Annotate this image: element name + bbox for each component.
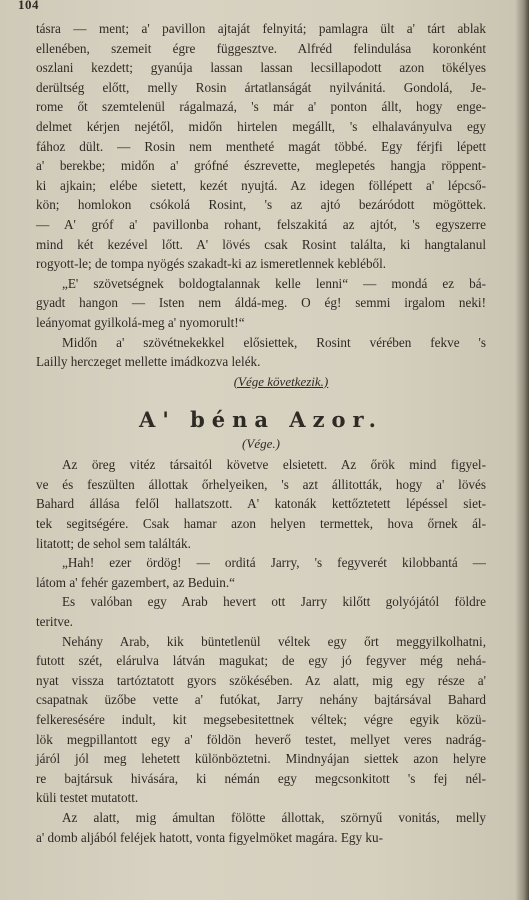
text-line: teritve. — [36, 614, 73, 630]
text-line: ve és feszülten állottak őrhelyeiken, 's azt állitották, hogy a' lövés — [36, 476, 486, 492]
chapter-title: A' béna Azor. — [139, 407, 383, 433]
text-line: Es valóban egy Arab hevert ott Jarry kilőtt golyójától földre — [62, 594, 486, 610]
text-line: felkeresésére indult, kit megsebesitettnek véltek; végre egyik közü- — [36, 712, 486, 727]
text-line: mind két kezével lőtt. A' lövés csak Rosint találta, ki hangtalanul — [36, 236, 486, 252]
new-story-section — [36, 455, 486, 847]
text-line: litatott; de sehol sem találták. — [36, 535, 191, 551]
chapter-subtitle: (Vége.) — [242, 436, 280, 452]
text-line: nyat vissza tartóztatott gyors szökésében. Az alatt, mig egy része a' — [36, 672, 486, 688]
page-text — [36, 19, 486, 847]
text-line: Az öreg vitéz társaitól követve elsietett. Az őrök mind figyel- — [62, 457, 486, 473]
text-line: ellenében, szemeit égre függesztve. Alfréd felindulása koronként — [36, 40, 486, 56]
text-line: gyadt hangon — Isten nem áldá-meg. O ég! semmi irgalom neki! — [36, 295, 486, 311]
end-note: (Vége következik.) — [233, 373, 329, 389]
text-line: re bajtársuk hivására, ki némán egy megcsonkitott 's fej nél- — [36, 770, 486, 786]
text-line: Midőn a' szövétnekekkel elősiettek, Rosint vérében fekve 's — [62, 334, 486, 350]
text-line: látom a' fehér gazembert, az Beduin.“ — [36, 574, 235, 590]
text-line: Lailly herczeget mellette imádkozva lelék. — [36, 354, 261, 370]
text-line: a' berekbe; midőn a' grófné észrevette, meglepetés hangja röppent- — [36, 158, 486, 174]
story-ending-section — [36, 19, 486, 372]
text-line: kön; homlokon csókolá Rosint, 's az ajtó bezáródott mögöttek. — [36, 197, 486, 213]
page-gutter-shadow — [515, 0, 529, 900]
text-line: delmet kérjen nejétől, midőn hirtelen megállt, 's elhalaványulva egy — [36, 118, 486, 134]
page-number: 104 — [18, 0, 39, 12]
text-line: Nehány Arab, kik büntetlenül véltek egy őrt meggyilkolhatni, — [62, 633, 486, 649]
text-line: csapatnak üzőbe vette a' futókat, Jarry nehány bajtársával Bahard — [36, 692, 486, 708]
text-line: tásra — ment; a' pavillon ajtaját felnyitá; pamlagra ült a' tárt ablak — [36, 21, 486, 36]
text-line: küli testet mutatott. — [36, 790, 139, 806]
text-line: fához dült. — Rosin nem mentheté magát többé. Egy férjfi lépett — [36, 138, 486, 154]
text-line: lök megpillantott egy a' földön heverő testet, mellyet veres nadrág- — [36, 731, 486, 747]
text-line: oszlani kezdett; gyanúja lassan lassan lecsillapodott azon tökélyes — [36, 60, 486, 76]
text-line: rome őt szemtelenül rágalmazá, 's már a' ponton állt, hogy enge- — [36, 99, 486, 115]
text-line: — A' gróf a' pavillonba rohant, felszakitá az ajtót, 's egyszerre — [36, 216, 486, 232]
text-line: futott szét, elárulva látván magukat; de egy jó fegyver még nehá- — [36, 653, 486, 669]
text-line: tek segitségére. Csak hamar azon helyen termettek, hova őrnek ál- — [36, 516, 486, 532]
text-line: ki ajkain; elébe sietett, kezét nyujtá. Az idegen föllépett a' lépcső- — [36, 177, 486, 193]
text-line: „E' szövetségnek boldogtalannak kelle lenni“ — mondá ez bá- — [62, 275, 486, 291]
text-line: a' domb aljából feléjek hatott, vonta figyelmöket magára. Egy ku- — [36, 829, 383, 845]
text-line: rogyott-le; de tompa nyögés szakadt-ki az ismeretlennek kebléből. — [36, 256, 387, 272]
text-line: leányomat gyilkolá-meg a' nyomorult!“ — [36, 314, 245, 330]
text-line: Az alatt, mig ámultan fölötte állottak, szörnyű vonitás, melly — [62, 809, 486, 825]
text-line: derültség előtt, melly Rosin ártatlanságát nyilvánitá. Gondolá, Je- — [36, 79, 486, 95]
text-line: Bahard állása felől hallatszott. A' katonák kettőztetett lépéssel siet- — [36, 496, 486, 512]
text-line: járól jól meg lehetett különböztetni. Mindnyájan siettek azon helyre — [36, 751, 486, 767]
text-line: „Hah! ezer ördög! — orditá Jarry, 's fegyverét kilobbantá — — [62, 555, 486, 571]
